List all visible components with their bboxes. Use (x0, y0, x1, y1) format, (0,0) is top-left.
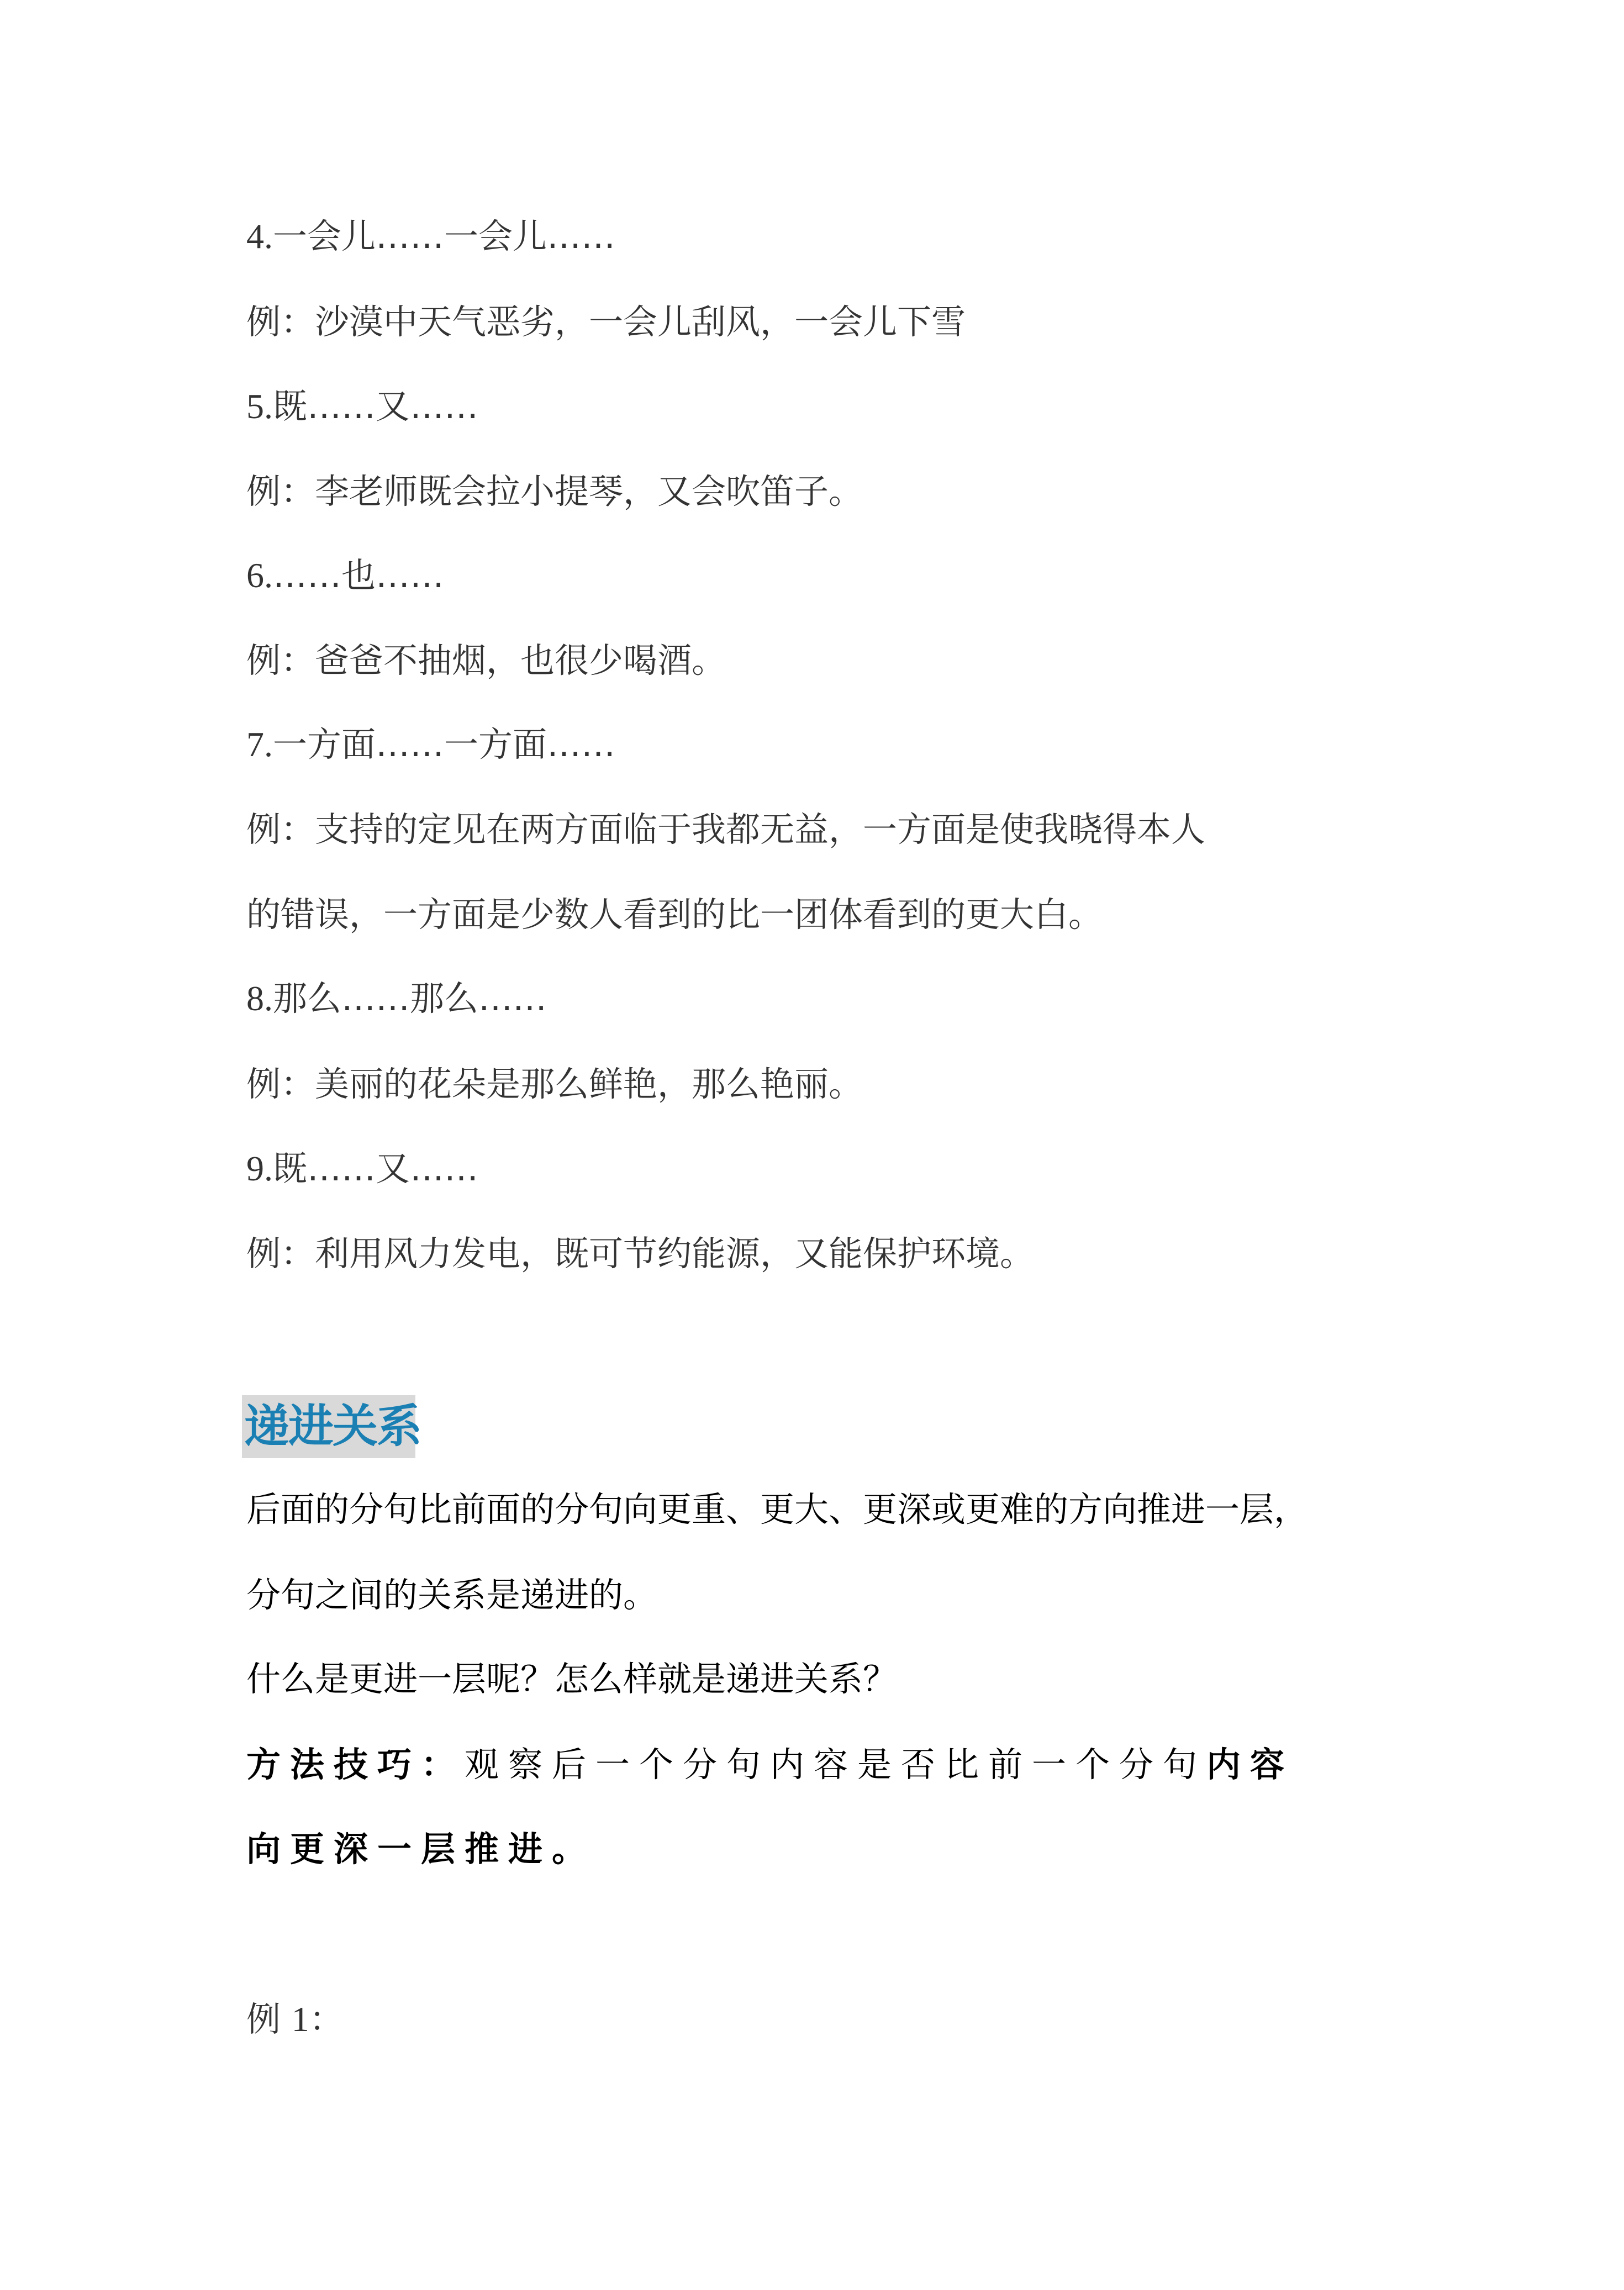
pattern-text: 一会儿……一会儿…… (273, 216, 616, 256)
list-item-pattern (246, 722, 615, 767)
item-number: 5. (246, 387, 273, 426)
method-tip-line-2: 向更深一层推进。 (246, 1829, 596, 1869)
method-text-bold: 内容 (1206, 1744, 1294, 1785)
list-item-example: 例：美丽的花朵是那么鲜艳，那么艳丽。 (246, 1064, 863, 1104)
item-number: 4. (246, 217, 273, 256)
item-number: 6. (246, 556, 273, 595)
list-item-example-continuation: 的错误，一方面是少数人看到的比一团体看到的更大白。 (246, 894, 1103, 935)
method-text: 观察后一个分句内容是否比前一个分句 (465, 1744, 1207, 1785)
definition-line-2: 分句之间的关系是递进的。 (246, 1575, 658, 1615)
pattern-text: 那么……那么…… (273, 978, 547, 1019)
list-item-example: 例：沙漠中天气恶劣，一会儿刮风，一会儿下雪 (246, 302, 966, 342)
example-label-prefix: 例 (246, 1999, 281, 2039)
pattern-text: 既……又…… (273, 386, 479, 426)
list-item-example: 例：李老师既会拉小提琴，又会吹笛子。 (246, 471, 863, 511)
example-label-number: 1 (291, 1999, 309, 2039)
definition-line-1: 后面的分句比前面的分句向更重、更大、更深或更难的方向推进一层， (246, 1489, 1309, 1529)
example-label (246, 1997, 344, 2041)
pattern-text: ……也…… (273, 555, 445, 595)
question-line: 什么是更进一层呢？怎么样就是递进关系？ (246, 1659, 898, 1699)
list-item-pattern (246, 553, 444, 598)
pattern-text: 一方面……一方面…… (273, 724, 616, 764)
section-heading: 递进关系 (242, 1395, 415, 1458)
list-item-pattern (246, 977, 547, 1021)
list-item-example: 例：利用风力发电，既可节约能源，又能保护环境。 (246, 1233, 1035, 1274)
list-item-example: 例：爸爸不抽烟，也很少喝酒。 (246, 640, 726, 680)
item-number: 9. (246, 1149, 273, 1188)
list-item-pattern (246, 384, 478, 429)
method-tip-line-1 (246, 1743, 1294, 1787)
list-item-pattern (246, 1147, 478, 1191)
method-label: 方法技巧： (246, 1744, 465, 1785)
list-item-pattern (246, 214, 615, 258)
example-label-suffix: ： (309, 1999, 344, 2039)
list-item-example: 例：支持的定见在两方面临于我都无益，一方面是使我晓得本人 (246, 809, 1206, 849)
pattern-text: 既……又…… (273, 1148, 479, 1189)
item-number: 8. (246, 979, 273, 1018)
item-number: 7. (246, 725, 273, 764)
